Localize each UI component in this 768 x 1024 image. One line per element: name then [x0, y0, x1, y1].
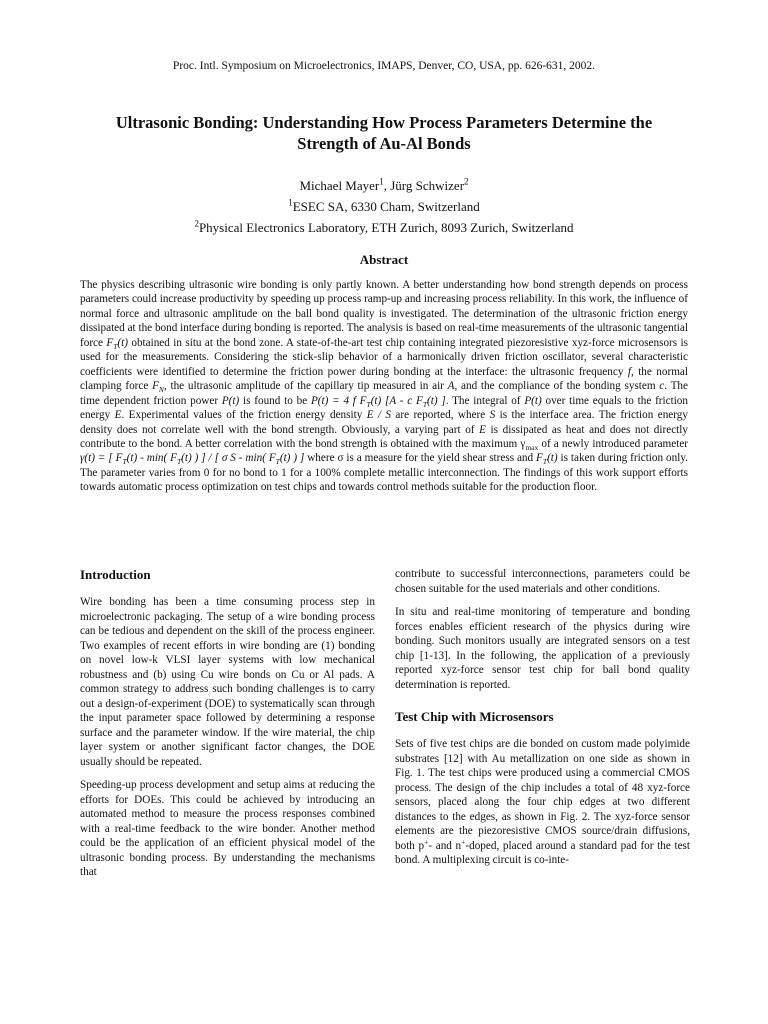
- symbol-ft: F: [536, 452, 543, 465]
- test-chip-text: - and n: [428, 839, 462, 852]
- symbol-pt: P(t): [524, 394, 542, 407]
- superscript-plus: +: [424, 836, 429, 846]
- equation-gamma: [80, 452, 305, 467]
- paper-title: [60, 112, 708, 154]
- symbol-ft: F: [106, 336, 114, 349]
- author-separator: ,: [383, 178, 391, 193]
- test-chip-text: Sets of five test chips are die bonded on custom made polyimide substrates [12] with Au metallization on one side as shown in Fig. 1. The test chips were produced using a commercial CMOS process. The design of the chip includes a total of 48 xyz-force sensors, placed along the four chip edges at two different distances to the edges, as shown in Fig. 2. The xyz-force sensor elements are the piezoresistive CMOS source/drain diffusions, both p: [395, 738, 690, 852]
- equation-part: P(t): [310, 394, 329, 407]
- equation-part: = 4 f F: [328, 394, 367, 407]
- affiliation-1-mark: 1: [288, 197, 293, 208]
- symbol-pt: P(t): [221, 394, 240, 407]
- equation-part: γ(t) = [ F: [80, 452, 123, 465]
- symbol-ft-arg: (t): [547, 452, 558, 465]
- equation-sub: T: [122, 457, 127, 467]
- abstract-heading: Abstract: [359, 252, 409, 267]
- symbol-s: S: [489, 409, 496, 422]
- symbol-e: E: [114, 409, 122, 422]
- abstract-part: , the normal clamping force: [80, 365, 688, 393]
- equation-part: (t) ) ]: [279, 452, 305, 465]
- equation-friction-power: [311, 395, 446, 407]
- abstract-part: of a newly introduced parameter: [538, 437, 689, 450]
- abstract-part: where σ is a measure for the yield shear stress and: [304, 452, 537, 465]
- abstract-part: , and the compliance of the bonding system: [454, 380, 660, 393]
- equation-part: (t) ) ] / [ σ S - min( F: [181, 452, 276, 465]
- abstract-part: obtained in situ at the bond zone. A state-of-the-art test chip containing integrated piezoresistive xyz-force microsensors is used for the measurements. Considering the stick-slip behavior of a harmonically driven friction oscillator, several characteristic coefficients were identified to determine the friction power during bonding at the interface: the ultrasonic frequency: [80, 336, 688, 378]
- abstract-text: [80, 278, 688, 495]
- test-chip-text: -doped, placed around a standard pad for the test bond. A multiplexing circuit is co-inte-: [395, 839, 690, 866]
- affiliation-2: [0, 217, 768, 238]
- abstract-part: The physics describing ultrasonic wire bonding is only partly known. A better understanding how bond strength depends on process parameters could increase productivity by speeding up process ramp-up and increasing process reliability. In this work, the influence of normal force and ultrasonic amplitude on the ball bond quality is investigated. The determination of the ultrasonic friction energy dissipated at the bond interface during bonding is reported. The analysis is based on real-time measurements of the ultrasonic tangential force: [80, 279, 688, 349]
- introduction-paragraph-3: contribute to successful interconnections, parameters could be chosen suitable for the used materials and other conditions.: [395, 568, 690, 595]
- abstract-part: . Experimental values of the friction energy density: [121, 409, 367, 422]
- test-chip-heading: Test Chip with Microsensors: [395, 709, 554, 724]
- right-column: [395, 567, 690, 877]
- symbol-fn-sub: N: [158, 385, 164, 395]
- symbol-gamma-max-sub: max: [525, 443, 539, 453]
- symbol-fn: F: [152, 380, 159, 393]
- symbol-f: f: [627, 365, 631, 378]
- introduction-paragraph-1: Wire bonding has been a time consuming process step in microelectronic packaging. The setup of a wire bonding process can be tedious and dependent on the skill of the process engineer. Two examples of recent efforts in wire bonding are (1) bonding on novel low-k VLSI layer systems with low mechanical robustness and (b) using Cu wire bonds on Cu or Al pads. A common strategy to address such bonding challenges is to carry out a design-of-experiment (DOE) to systematically scan through the input parameter space followed by determining a response surface and the parameter window. If the wire material, the chip layer system or another significant factor changes, the DOE usually should be repeated.: [80, 596, 375, 768]
- affiliation-1-text: ESEC SA, 6330 Cham, Switzerland: [292, 199, 480, 214]
- symbol-ft-sub: T: [542, 457, 548, 467]
- symbol-a: A: [447, 380, 455, 393]
- symbol-gamma-max: γ: [520, 437, 526, 450]
- affiliation-1: [0, 196, 768, 217]
- author-1-affiliation-mark: 1: [379, 176, 384, 187]
- symbol-ft-arg: (t): [117, 336, 128, 349]
- author-2-affiliation-mark: 2: [464, 176, 469, 187]
- symbol-e: E: [479, 423, 486, 436]
- introduction-heading: Introduction: [80, 567, 151, 582]
- abstract-part: is the interface area. The friction energy density does not correlate well with the bond strength. Obviously, a varying part of: [80, 409, 688, 436]
- citation: Proc. Intl. Symposium on Microelectronics, IMAPS, Denver, CO, USA, pp. 626-631, 2002.: [172, 60, 596, 72]
- test-chip-paragraph-1: [395, 737, 690, 868]
- title-line-1: Ultrasonic Bonding: Understanding How Process Parameters Determine the: [115, 113, 653, 132]
- abstract-part: are reported, where: [391, 409, 490, 422]
- affiliation-2-text: Physical Electronics Laboratory, ETH Zurich, 8093 Zurich, Switzerland: [198, 220, 574, 235]
- author-block: [0, 175, 768, 238]
- equation-sub: T: [177, 457, 182, 467]
- symbol-ft-sub: T: [113, 342, 118, 352]
- title-line-2: Strength of Au-Al Bonds: [297, 134, 471, 153]
- abstract-part: is dissipated as heat and does not directly contribute to the bond. A better correlation with the bond strength is obtained with the maximum: [80, 423, 688, 450]
- equation-part: (t) [A - c F: [370, 394, 423, 407]
- equation-sub: T: [275, 457, 280, 467]
- author-names: [0, 175, 768, 196]
- abstract-part: is found to be: [239, 394, 311, 407]
- symbol-c: c: [659, 380, 665, 393]
- introduction-paragraph-2: Speeding-up process development and setup aims at reducing the efforts for DOEs. This could be achieved by introducing an automated method to measure the process responses combined with a real-time feedback to the wire bonder. Another method could be the application of an efficient physical model of the ultrasonic bonding process. By understanding the mechanisms that: [80, 779, 375, 878]
- abstract-part: . The integral of: [445, 394, 525, 407]
- affiliation-2-mark: 2: [194, 218, 199, 229]
- author-2: Jürg Schwizer: [390, 178, 465, 193]
- abstract-part: over time equals to the friction energy: [80, 394, 688, 422]
- abstract-part: is taken during friction only. The parameter varies from 0 for no bond to 1 for a 100% complete metallic interconnection. The findings of this work support efforts towards automatic process optimization on test chips and towards control methods suitable for the production floor.: [80, 452, 688, 494]
- equation-sub: T: [422, 399, 428, 409]
- equation-part: (t) ]: [427, 394, 446, 407]
- symbol-energy-density: E / S: [366, 409, 392, 422]
- superscript-plus: +: [461, 836, 466, 846]
- left-column: [80, 566, 375, 889]
- equation-part: (t) - min( F: [126, 452, 177, 465]
- abstract-part: . The time dependent friction power: [80, 380, 688, 407]
- author-1: Michael Mayer: [299, 178, 380, 193]
- equation-sub: T: [366, 399, 371, 409]
- abstract-part: , the ultrasonic amplitude of the capillary tip measured in air: [163, 380, 448, 393]
- introduction-paragraph-4: In situ and real-time monitoring of temperature and bonding forces enables efficient research of the physics during wire bonding. Such monitors usually are integrated sensors on a test chip [1-13]. In the following, the application of a previously reported xyz-force sensor test chip for ball bond quality determination is reported.: [395, 606, 690, 691]
